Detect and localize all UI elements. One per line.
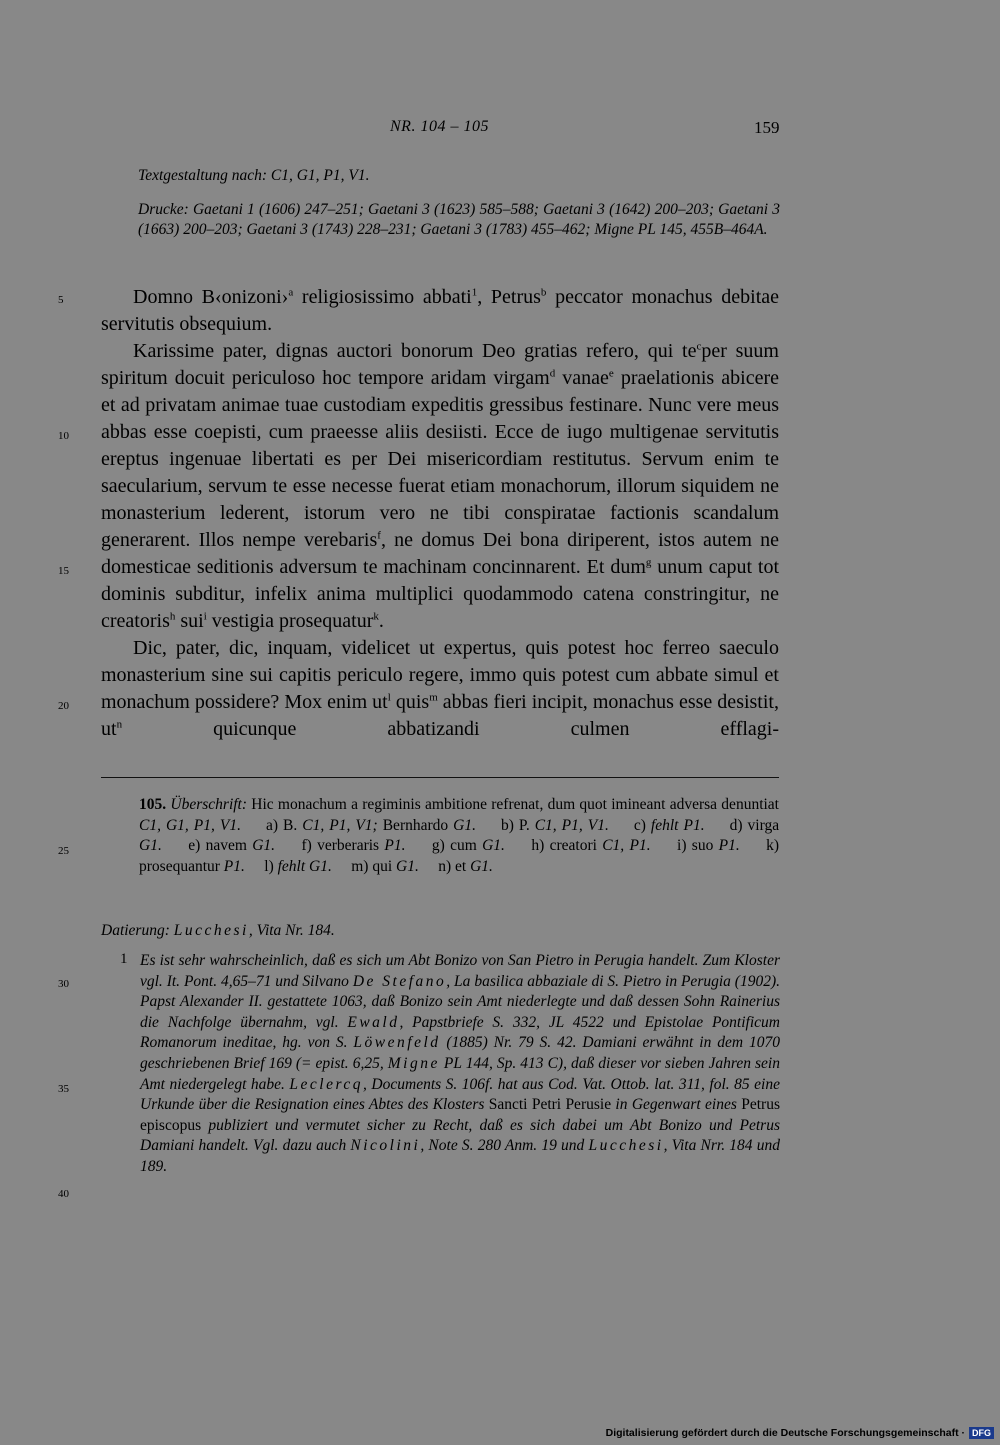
dfg-logo-icon: DFG bbox=[969, 1427, 994, 1439]
line-number: 35 bbox=[58, 1083, 69, 1095]
footnote-number: 1 bbox=[120, 951, 128, 967]
credit-text: Digitalisierung gefördert durch die Deutsche Forschungsgemeinschaft · bbox=[605, 1427, 965, 1439]
line-number: 5 bbox=[58, 294, 64, 306]
line-number: 15 bbox=[58, 565, 69, 577]
line-number: 20 bbox=[58, 700, 69, 712]
critical-apparatus: 105. Überschrift: Hic monachum a regiminis ambitione refrenat, dum quot imineant adversa denuntiat C1, G1, P1, V1. a) B. C1, P1, V1; Bernhardo G1. b) P. C1, P1, V1. c) fehlt P1. d) virga G1. e) navem G1. f) verberaris P1. g) cum G1. h) creatori C1, P1. i) suo P1. k) prosequantur P1. l) fehlt G1. m) qui G1. n) et G1. bbox=[139, 796, 780, 875]
running-header: NR. 104 – 105 bbox=[390, 118, 489, 135]
body-paragraph: Dic, pater, dic, inquam, videlicet ut expertus, quis potest hoc ferreo saeculo monasterium sine sui capitis periculo regere, immo quis potest cum abbate simul et monachum possidere? Mox enim $ut^l$ quis$^m$ abbas fieri incipit, monachus esse desistit, $ut^n$ quicunque abbatizandi culmen efflagi- bbox=[101, 637, 779, 740]
footnote-text: Es ist sehr wahrscheinlich, daß es sich um Abt Bonizo von San Pietro in Perugia handelt. Zum Kloster vgl. It. Pont. 4,65–71 und Silvano De Stefano, La basilica abbaziale di S. Pietro in Perugia (1902). Papst Alexander II. gestattete 1063, daß Bonizo sein Amt niederlegte und daß dessen Sohn Rainerius die Nachfolge übernahm, vgl. Ewald, Papstbriefe S. 332, JL 4522 und Epistolae Pontificum Romanorum ineditae, hg. von S. Löwenfeld (1885) Nr. 79 S. 42. Damiani erwähnt in dem 1070 geschriebenen Brief 169 (= epist. 6,25, Migne PL 144, Sp. 413 C), daß dieser vor sieben Jahren sein Amt niedergelegt habe. Leclercq, Documents S. 106f. hat aus Cod. Vat. Ottob. lat. 311, fol. 85 eine Urkunde über die Resignation eines Abtes des Klosters Sancti Petri Perusie in Gegenwart eines Petrus episcopus publiziert und vermutet sicher zu Recht, daß es sich dabei um Abt Bonizo und Petrus Damiani handelt. Vgl. dazu auch Nicolini, Note S. 280 Anm. 19 und Lucchesi, Vita Nrr. 184 und 189. bbox=[140, 952, 780, 1175]
line-number: 25 bbox=[58, 845, 69, 857]
datierung: Datierung: Lucchesi, Vita Nr. 184. bbox=[101, 922, 335, 939]
drucke: Drucke: Gaetani 1 (1606) 247–251; Gaetani 3 (1623) 585–588; Gaetani 3 (1642) 200–203; Gaetani 3 (1663) 200–203; Gaetani 3 (1743) 228–231; Gaetani 3 (1783) 455–462; Migne PL 145, 455B–464A. bbox=[138, 201, 780, 238]
line-number: 30 bbox=[58, 978, 69, 990]
main-text bbox=[101, 284, 779, 743]
line-number: 10 bbox=[58, 430, 69, 442]
separator-rule bbox=[101, 777, 779, 778]
line-number: 40 bbox=[58, 1188, 69, 1200]
salutation-paragraph: Domno B‹onizoni›$^a$ religiosissimo abbati$^1$, Petrus$^b$ peccator monachus debitae servitutis obsequium. bbox=[101, 286, 780, 335]
body-paragraph: Karissime pater, dignas auctori bonorum Deo gratias refero, qui $te^cper$ suum spiritum docuit periculoso hoc tempore aridam virgam$^d$ vanae$^e$ praelationis abicere et ad privatam animae tuae custodiam expeditis gressibus festinare. Nunc vere meus abbas esse coepisti, cum praeesse aliis desiisti. Ecce de iugo multigenae servitutis ereptus ingenuae libertati es per Dei misericordiam restitutus. Servum enim te saecularium, servum te esse necesse fuerat etiam monachorum, illorum siquidem ne monasterium lederent, istorum vero ne tibi conspiratae factionis scandalum generarent. Illos nempe verebaris$^f$, ne domus Dei bona diriperent, istos autem ne domesticae seditionis adversum te machinam concinnarent. Et dum$^g$ unum caput tot dominis subditur, infelix anima multiplici quodammodo catena constringitur, ne creatoris$^h$ sui$^i$ vestigia prosequatur$^k$. bbox=[101, 340, 780, 632]
page-number: 159 bbox=[754, 118, 780, 137]
textgestaltung: Textgestaltung nach: C1, G1, P1, V1. bbox=[138, 167, 370, 184]
digitization-credit bbox=[606, 1427, 994, 1439]
